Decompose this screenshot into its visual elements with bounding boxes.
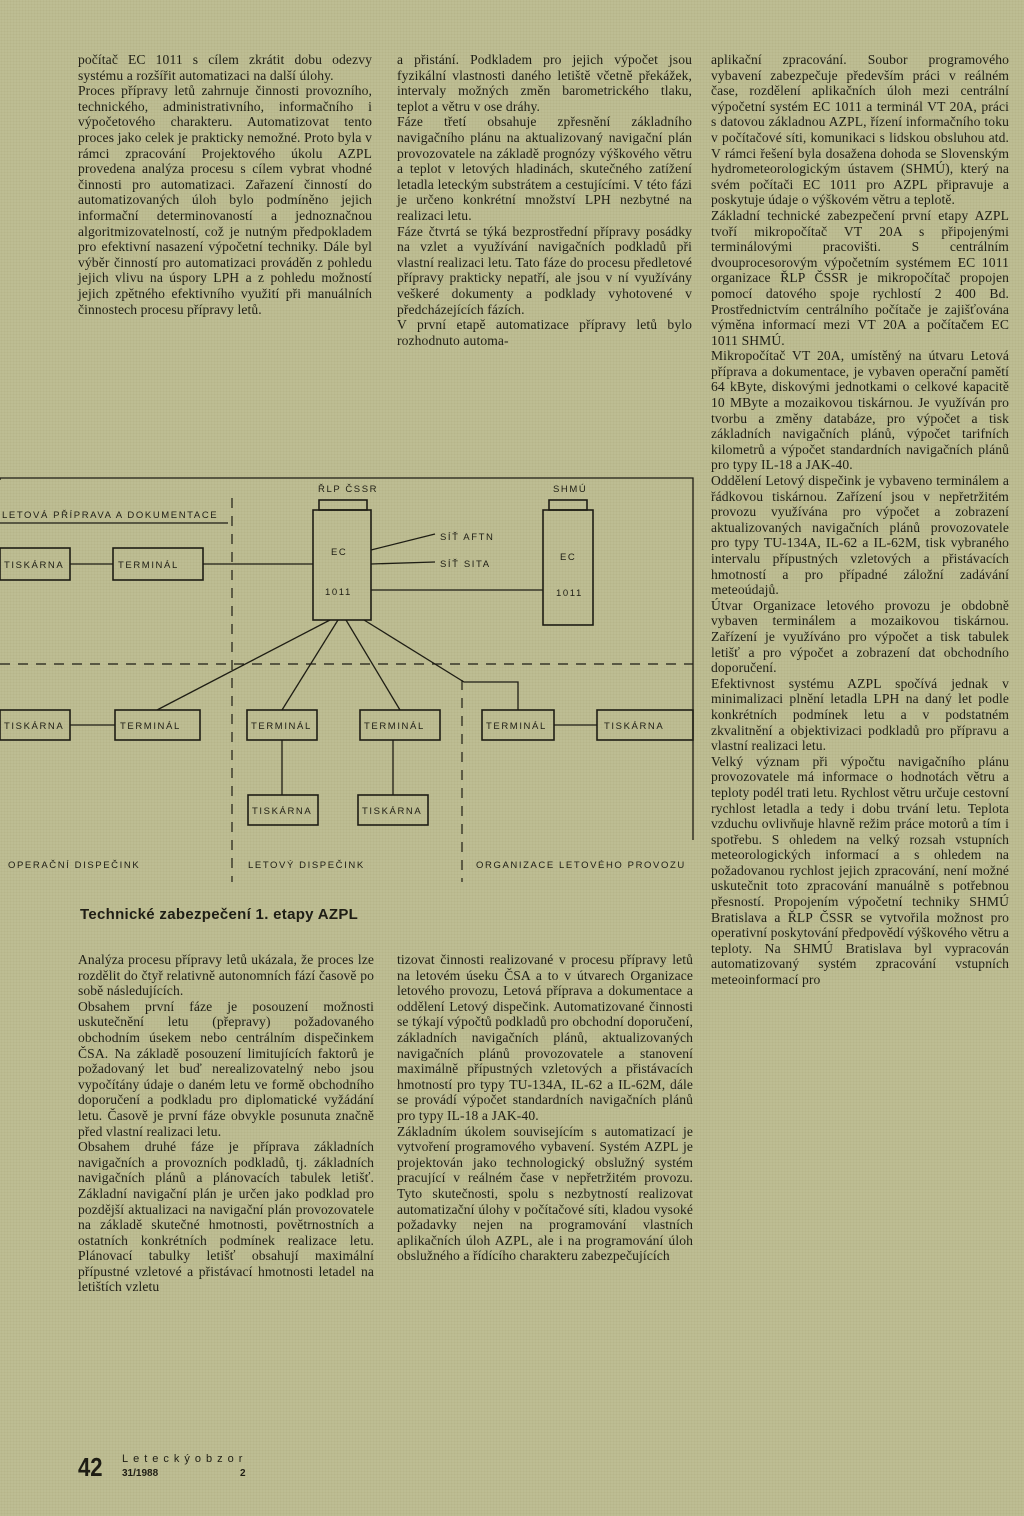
sit-sita-label: SÍŤ SITA: [440, 559, 491, 570]
rlp-cssr-label: ŘLP ČSSR: [318, 484, 379, 495]
operacni-dispecink-label: OPERAČNÍ DISPEČINK: [8, 860, 141, 871]
article-column-2: a přistání. Podkladem pro jejich výpočet jsou fyzikální vlastnosti daného letiště včetně překážek, intervaly možných změn barometrického tlaku, teplot a větru v ose dráhy. Fáze třetí obsahuje zpřesnění základního navigačního plánu na aktualizovaný navigační plán provozovatele na základě prognózy výškového větru a teplot v letových hladinách, skutečného zatížení letadla leteckým substrátem a cestujícími. V této fázi je určeno konkrétní množství LPH nezbytné na realizaci letu. Fáze čtvrtá se týká bezprostřední přípravy posádky na vzlet a využívání navigačních podkladů při vlastní realizaci letu. Tato fáze do procesu předletové přípravy prakticky nepatří, ale jsou v ní využívány veškeré dokumenty a podklady vyhotovené v předcházejících fázích. V první etapě automatizace přípravy letů bylo rozhodnuto automa-: [397, 52, 692, 348]
ec1011-shmu-box: [543, 510, 593, 625]
shmu-label: SHMÚ: [553, 484, 588, 495]
sit-aftn-label: SÍŤ AFTN: [440, 532, 495, 543]
svg-text:TISKÁRNA: TISKÁRNA: [4, 560, 65, 571]
article-column-5: tizovat činnosti realizované v procesu přípravy letů na letovém úseku ČSA a to v útvarech Organizace letového provozu, Letová příprava a dokumentace a oddělení Letový dispečink. Automatizované činnosti se týkají výpočtů podkladů pro obchodní doporučení, základních navigačních plánů, aktualizovaných navigačních plánů provozovatele a stanovení maximálně přípustných vzletových a přistávacích hmotností pro typy TU-134A, IL-62 a IL-62M, dále se provádí výpočet standardních navigačních plánů pro typy IL-18 a JAK-40. Základním úkolem souvisejícím s automatizací je vytvoření programového vybavení. Systém AZPL je projektován jako technologický obslužný systém pracující v reálném čase v nepřetržitém provozu. Tyto skutečnosti, spolu s nezbytností realizovat automatizační úlohy v počítačové síti, kladou vysoké požadavky nejen na programování vlastních aplikačních úloh AZPL, ale i na programování úloh obslužného a řídícího charakteru zabezpečujících: [397, 952, 693, 1264]
svg-text:TERMINÁL: TERMINÁL: [251, 721, 312, 732]
figure-caption: Technické zabezpečení 1. etapy AZPL: [80, 906, 359, 923]
issue-label: 31/1988: [122, 1468, 159, 1479]
system-diagram: [0, 470, 700, 890]
letovy-dispecink-label: LETOVÝ DISPEČINK: [248, 860, 365, 871]
svg-text:1011: 1011: [556, 588, 583, 599]
svg-text:TERMINÁL: TERMINÁL: [486, 721, 547, 732]
ec-label: EC: [331, 547, 348, 558]
svg-text:TISKÁRNA: TISKÁRNA: [252, 806, 313, 817]
svg-text:TERMINÁL: TERMINÁL: [120, 721, 181, 732]
article-column-3: aplikační zpracování. Soubor programového vybavení zabezpečuje především práci v reálném čase, rozdělení aplikačních úloh mezi centrální výpočetní systém EC 1011 a terminál VT 20A, práci s datovou základnou AZPL, řízení informačního toku v počítačové síti, komunikaci s lidskou obsluhou atd. V rámci řešení byla dosažena dohoda se Slovenským hydrometeorologickým ústavem (SHMÚ), který na svém počítači EC 1011 pro AZPL připravuje a poskytuje údaje o výškovém větru a teplotě. Základní technické zabezpečení první etapy AZPL tvoří mikropočítač VT 20A s připojenými terminálovými pracovišti. S centrálním dvouprocesorovým výpočetním systémem EC 1011 organizace ŘLP ČSSR je mikropočítač propojen pomocí datového spoje rychlostí 2 400 Bd. Prostřednictvím centrálního počítače je zajišťována výměna informací mezi VT 20A a počítačem EC 1011 SHMÚ. Mikropočítač VT 20A, umístěný na útvaru Letová příprava a dokumentace, je vybaven operační pamětí 64 kByte, diskovými jednotkami o celkové kapacitě 10 MByte a mozaikovou tiskárnou. Je využíván pro tvorbu a změny databáze, pro výpočet a tisk základních navigačních plánů, výpočet tarifních kilometrů a výpočet standardních navigačních plánů pro typy IL-18 a JAK-40. Oddělení Letový dispečink je vybaveno terminálem a řádkovou tiskárnou. Zařízení jsou v nepřetržitém provozu využívána pro výpočet a zobrazení aktualizovaných navigačních plánů provozovatele pro typy TU-134A, IL-62 a IL-62M, tisk vybraného intervalu přípustných vzletových a přistávacích hmotností a pro případné záložní zadávání meteoúdajů. Útvar Organizace letového provozu je obdobně vybaven terminálem a mozaikovou tiskárnou. Zařízení je využíváno pro výpočet a tisk tabulek letišť a pro výpočet a zobrazení dat obchodního doporučení. Efektivnost systému AZPL spočívá jednak v minimalizaci plnění letadla LPH na daný let podle konkrétních podmínek letu a v podstatném zkvalitnění a objektivizaci podkladů pro přípravu a vlastní realizaci letu. Velký význam při výpočtu navigačního plánu provozovatele má informace o hodnotách větru a teploty podél trati letu. Rychlost větru určuje cestovní rychlost letadla a tedy i dobu trvání letu. Teplota vzduchu ovlivňuje hlavně režim práce motorů a tím i spotřebu. S ohledem na velký rozsah vstupních meteorologických informací a s ohledem na požadovanou rychlost jejich zpracování, není možné uskutečnit toto zpracování manuálně s potřebnou přesností. Propojením výpočetní techniky SHMÚ Bratislava a ŘLP ČSSR se vytvořila možnost pro operativní poskytování předpovědí výškového větru a teploty. Na SHMÚ Bratislava byl vypracován automatizovaný systém zpracování vstupních meteoinformací pro: [711, 52, 1010, 988]
ec-number: 1011: [325, 587, 352, 598]
issue-number: 2: [240, 1468, 246, 1479]
svg-text:TISKÁRNA: TISKÁRNA: [4, 721, 65, 732]
magazine-title: Leteckýobzor: [122, 1453, 248, 1465]
svg-text:TISKÁRNA: TISKÁRNA: [604, 721, 665, 732]
organizace-label: ORGANIZACE LETOVÉHO PROVOZU: [476, 860, 686, 871]
page-number: 42: [78, 1452, 103, 1482]
letova-priprava-label: LETOVÁ PŘÍPRAVA A DOKUMENTACE: [2, 510, 219, 521]
svg-text:TISKÁRNA: TISKÁRNA: [362, 806, 423, 817]
article-column-4: Analýza procesu přípravy letů ukázala, že proces lze rozdělit do čtyř relativně autonomních fází časově po sobě následujících. Obsahem první fáze je posouzení možnosti uskutečnění letu (přepravy) požadovaného obchodním úsekem nebo centrálním dispečinkem ČSA. Na základě posouzení limitujících faktorů je požadovaný let buď nerealizovatelný nebo jsou vypočítány údaje o daném letu ve formě obchodního doporučení a podkladu pro diplomatické vyžádání letu. Časově je první fáze obvykle posunuta značně před vlastní realizaci letu. Obsahem druhé fáze je příprava základních navigačních a provozních podkladů, tj. základních navigačních plánů a plánovacích tabulek letišť. Základní navigační plán je určen jako podklad pro pozdější aktualizaci na navigační plán provozovatele na základě skutečné hmotnosti, povětrnostních a ostatních konkrétních podmínek realizace letu. Plánovací tabulky letišť obsahují maximální přípustné vzletové a přistávací hmotnosti letadel na letištích vzletu: [78, 952, 374, 1295]
ec1011-rlp-box: [313, 510, 371, 620]
svg-text:TERMINÁL: TERMINÁL: [364, 721, 425, 732]
article-column-1: počítač EC 1011 s cílem zkrátit dobu odezvy systému a rozšířit automatizaci na další úlohy. Proces přípravy letů zahrnuje činnosti provozního, technického, administrativního, informačního i výpočetového charakteru. Automatizovat tento proces jako celek je prakticky nemožné. Proto byla v rámci zpracování Projektového úkolu AZPL provedena analýza procesu s cílem vybrat vhodné činnosti pro automatizaci. Zařazení činností do automatizovaných úloh bylo podmíněno jejich informační determinovaností a jednoznačnou algoritmizovatelností, což je nutným předpokladem pro efektivní nasazení výpočetní techniky. Dále byl výběr činností pro automatizaci prováděn z pohledu jejich vlivu na úspory LPH a z pohledu možností jejich zpětného efektivního využití při manuálních činnostech procesu přípravy letů.: [78, 52, 372, 317]
svg-text:EC: EC: [560, 552, 577, 563]
svg-text:TERMINÁL: TERMINÁL: [118, 560, 179, 571]
